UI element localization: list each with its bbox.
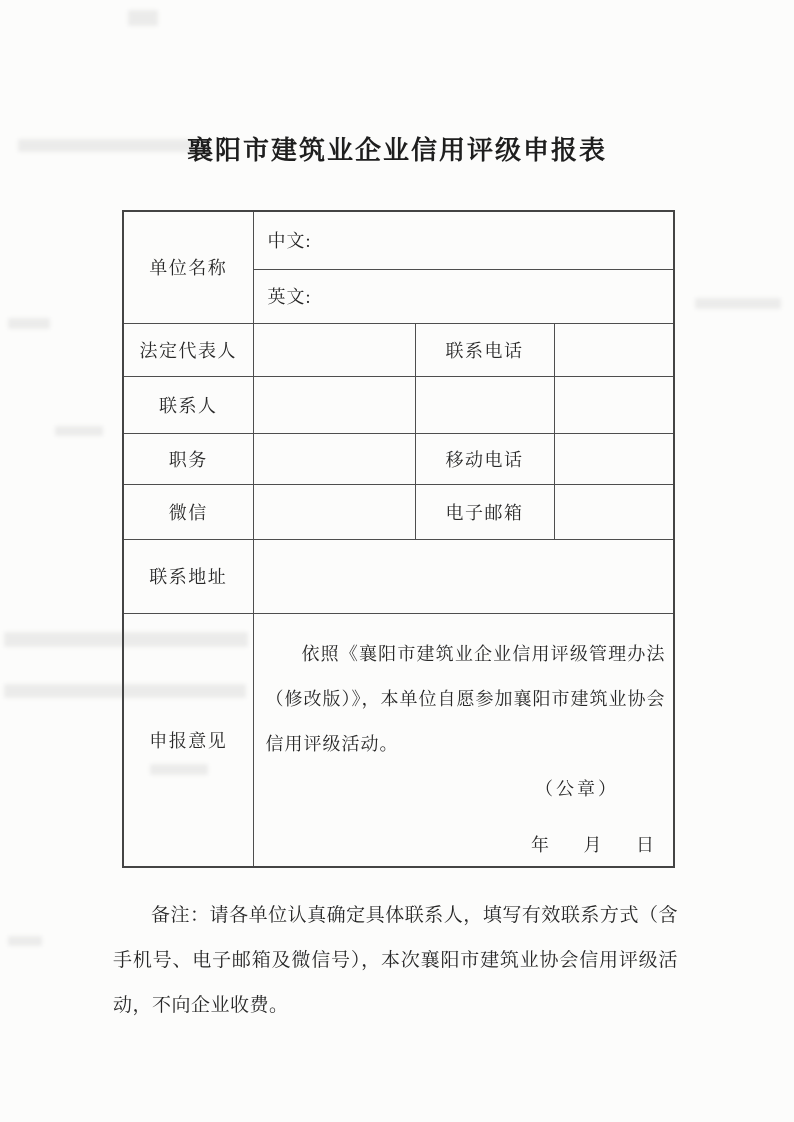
scan-artifact [8, 936, 42, 946]
chinese-label: 中文: [267, 231, 312, 252]
position-label: 职务 [123, 433, 253, 484]
declaration-text: 依照《襄阳市建筑业企业信用评级管理办法（修改版）》，本单位自愿参加襄阳市建筑业协会信用评级活动。 [265, 644, 666, 755]
wechat-label: 微信 [123, 484, 253, 539]
contact-person-label: 联系人 [123, 376, 253, 433]
contact-person-value-field [253, 376, 415, 433]
seal-placeholder: （公章） [535, 779, 619, 800]
contact-address-label: 联系地址 [123, 539, 253, 613]
table-row [123, 539, 674, 613]
note-paragraph: 备注：请各单位认真确定具体联系人，填写有效联系方式（含手机号、电子邮箱及微信号），本次襄阳市建筑业协会信用评级活动，不向企业收费。 [113, 905, 678, 1016]
contact-person-right-value-cell [554, 376, 674, 433]
unit-name-chinese-cell [253, 211, 674, 269]
table-row [123, 323, 674, 376]
table-row [123, 376, 674, 433]
opinion-label: 申报意见 [123, 613, 253, 867]
english-label: 英文: [267, 287, 312, 307]
contact-phone-label: 联系电话 [415, 323, 554, 376]
legal-representative-value-field [253, 323, 415, 376]
contact-phone-value-field [554, 323, 674, 376]
opinion-cell [253, 613, 674, 867]
date-placeholder: 年 月 日 [531, 835, 655, 856]
scan-artifact [55, 426, 103, 436]
table-row [123, 433, 674, 484]
contact-person-right-label-cell [415, 376, 554, 433]
scan-artifact [128, 10, 158, 26]
table-row [123, 211, 674, 269]
scan-artifact [695, 298, 781, 309]
page-title: 襄阳市建筑业企业信用评级申报表 [186, 135, 607, 165]
legal-representative-label: 法定代表人 [123, 323, 253, 376]
position-value-field [253, 433, 415, 484]
unit-name-label: 单位名称 [123, 211, 253, 323]
unit-name-english-cell [253, 269, 674, 323]
scan-artifact [8, 318, 50, 329]
wechat-value-field [253, 484, 415, 539]
table-row [123, 613, 674, 867]
application-form-table [122, 210, 675, 868]
mobile-phone-value-field [554, 433, 674, 484]
email-label: 电子邮箱 [415, 484, 554, 539]
mobile-phone-label: 移动电话 [415, 433, 554, 484]
contact-address-value-field [253, 539, 674, 613]
table-row [123, 484, 674, 539]
email-value-field [554, 484, 674, 539]
